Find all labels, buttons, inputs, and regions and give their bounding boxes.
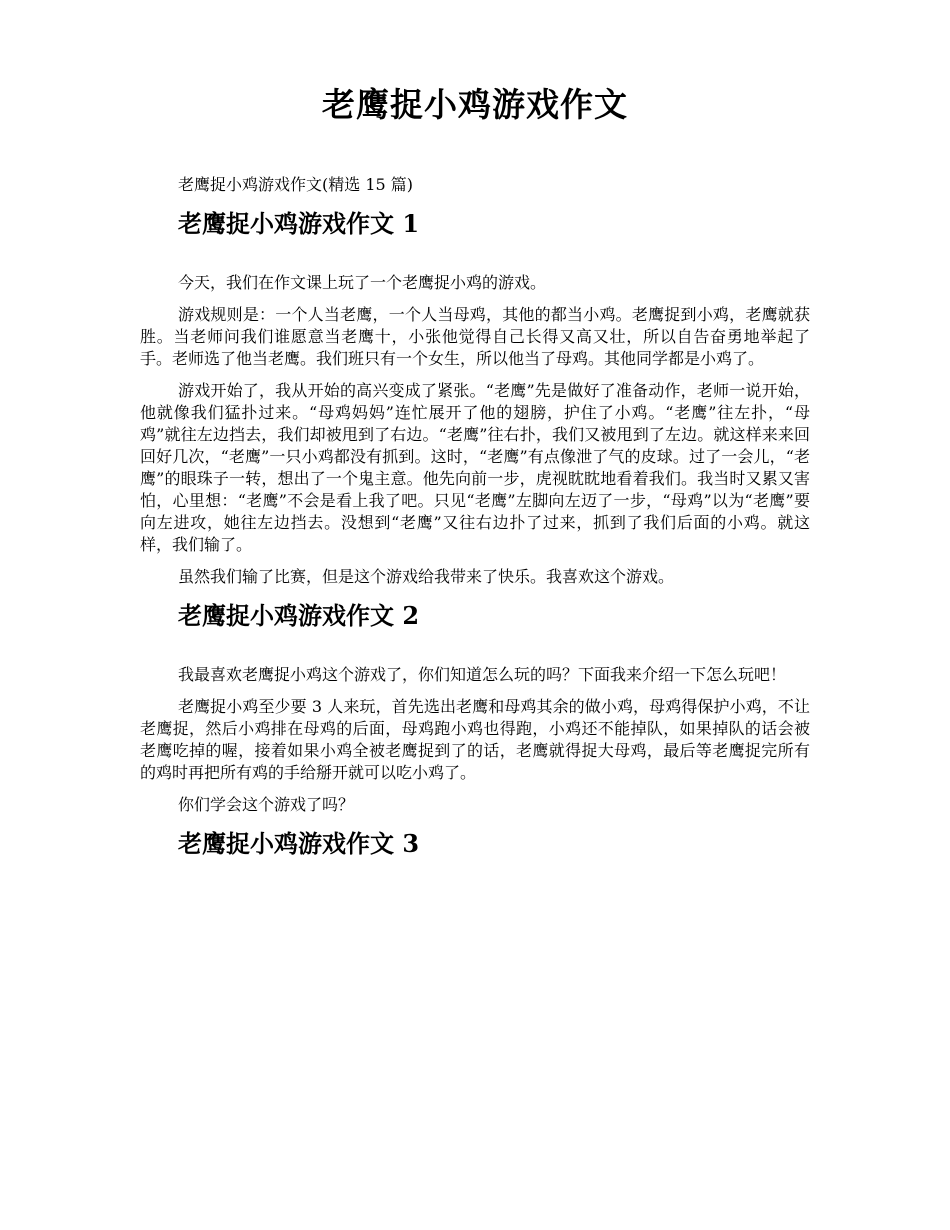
section-2-paragraph-3: 你们学会这个游戏了吗？ <box>178 795 355 814</box>
section-heading-3: 老鹰捉小鸡游戏作文 3 <box>178 829 420 858</box>
section-1-paragraph-3: 游戏开始了，我从开始的高兴变成了紧张。“老鹰”先是做好了准备动作，老师一说开始，他就像我们猛扑过来。“母鸡妈妈”连忙展开了他的翅膀，护住了小鸡。“老鹰”往左扑，“母鸡”就往左边挡去，我们却被甩到了右边。“老鹰”往右扑，我们又被甩到了左边。就这样来来回回好几次，“老鹰”一只小鸡都没有抓到。这时，“老鹰”有点像泄了气的皮球。过了一会儿，“老鹰”的眼珠子一转，想出了一个鬼主意。他先向前一步，虎视眈眈地看着我们。我当时又累又害怕，心里想：“老鹰”不会是看上我了吧。只见“老鹰”左脚向左迈了一步，“母鸡”以为“老鹰”要向左进攻，她往左边挡去。没想到“老鹰”又往右边扑了过来，抓到了我们后面的小鸡。就这样，我们输了。 <box>140 381 810 554</box>
section-1-paragraph-2: 游戏规则是：一个人当老鹰，一个人当母鸡，其他的都当小鸡。老鹰捉到小鸡，老鹰就获胜。当老师问我们谁愿意当老鹰十，小张他觉得自己长得又高又壮，所以自告奋勇地举起了手。老师选了他当老鹰。我们班只有一个女生，所以他当了母鸡。其他同学都是小鸡了。 <box>140 305 810 368</box>
section-2-paragraph-2: 老鹰捉小鸡至少要 3 人来玩，首先选出老鹰和母鸡其余的做小鸡，母鸡得保护小鸡，不让老鹰捉，然后小鸡排在母鸡的后面，母鸡跑小鸡也得跑，小鸡还不能掉队，如果掉队的话会被老鹰吃掉的喔，接着如果小鸡全被老鹰捉到了的话，老鹰就得捉大母鸡，最后等老鹰捉完所有的鸡时再把所有鸡的手给掰开就可以吃小鸡了。 <box>140 697 810 782</box>
document-page <box>140 0 810 860</box>
section-2-paragraph-1: 我最喜欢老鹰捉小鸡这个游戏了，你们知道怎么玩的吗？下面我来介绍一下怎么玩吧！ <box>178 665 787 684</box>
section-1-paragraph-4: 虽然我们输了比赛，但是这个游戏给我带来了快乐。我喜欢这个游戏。 <box>178 567 675 586</box>
section-1-paragraph-1: 今天，我们在作文课上玩了一个老鹰捉小鸡的游戏。 <box>178 273 547 292</box>
section-heading-2: 老鹰捉小鸡游戏作文 2 <box>178 601 420 630</box>
document-title: 老鹰捉小鸡游戏作文 <box>322 85 628 124</box>
document-subtitle: 老鹰捉小鸡游戏作文(精选 15 篇) <box>178 175 414 194</box>
section-heading-1: 老鹰捉小鸡游戏作文 1 <box>178 209 420 238</box>
